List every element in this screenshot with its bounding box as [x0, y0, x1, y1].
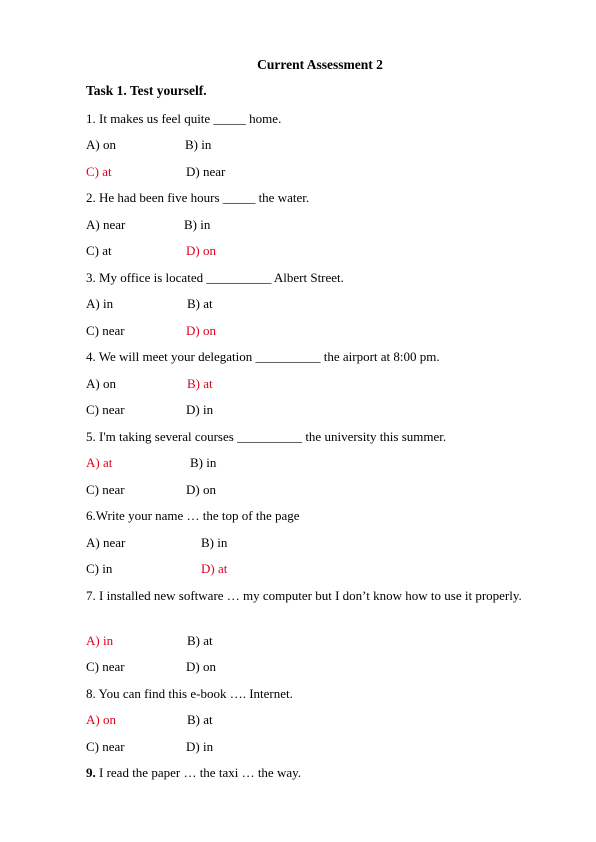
question-7-option-b: B) at [187, 633, 213, 648]
question-3-option-b: B) at [187, 296, 213, 311]
question-3-option-d: D) on [186, 323, 216, 338]
question-7-option-a: A) in [86, 633, 114, 648]
question-6-option-a: A) near [86, 535, 126, 550]
question-9-body: I read the paper … the taxi … the way. [95, 765, 302, 780]
question-6-option-b: B) in [201, 535, 228, 550]
question-5-text: 5. I'm taking several courses __________ the university this summer. [86, 429, 447, 444]
question-1-option-b: B) in [185, 137, 212, 152]
question-7-option-d: D) on [186, 659, 216, 674]
question-6-text: 6.Write your name … the top of the page [86, 508, 300, 523]
question-2-option-c: C) at [86, 243, 112, 258]
question-9-number: 9. [86, 765, 96, 780]
question-1-option-c: C) at [86, 164, 112, 179]
question-2-option-d: D) on [186, 243, 216, 258]
question-5-option-c: C) near [86, 482, 125, 497]
question-8-option-a: A) on [86, 712, 116, 727]
question-1-text: 1. It makes us feel quite _____ home. [86, 111, 282, 126]
question-4-option-a: A) on [86, 376, 116, 391]
question-3-option-a: A) in [86, 296, 114, 311]
question-8-option-b: B) at [187, 712, 213, 727]
question-3-text: 3. My office is located __________ Albert Street. [86, 270, 344, 285]
question-6-option-d: D) at [201, 561, 228, 576]
question-8-option-d: D) in [186, 739, 214, 754]
question-4-text: 4. We will meet your delegation __________ the airport at 8:00 pm. [86, 349, 440, 364]
question-9-text [86, 765, 301, 781]
question-4-option-c: C) near [86, 402, 125, 417]
task-heading: Task 1. Test yourself. [86, 83, 207, 98]
question-4-option-b: B) at [187, 376, 213, 391]
question-2-option-b: B) in [184, 217, 211, 232]
question-6-option-c: C) in [86, 561, 113, 576]
question-1-option-d: D) near [186, 164, 226, 179]
question-7-option-c: C) near [86, 659, 125, 674]
question-5-option-b: B) in [190, 455, 217, 470]
question-2-text: 2. He had been five hours _____ the water. [86, 190, 310, 205]
question-4-option-d: D) in [186, 402, 214, 417]
question-8-text: 8. You can find this e-book …. Internet. [86, 686, 293, 701]
question-3-option-c: C) near [86, 323, 125, 338]
question-7-text: 7. I installed new software … my computer but I don’t know how to use it properly. [86, 588, 522, 603]
question-8-option-c: C) near [86, 739, 125, 754]
question-2-option-a: A) near [86, 217, 126, 232]
document-title: Current Assessment 2 [257, 57, 383, 72]
question-5-option-d: D) on [186, 482, 216, 497]
question-1-option-a: A) on [86, 137, 116, 152]
question-5-option-a: A) at [86, 455, 113, 470]
